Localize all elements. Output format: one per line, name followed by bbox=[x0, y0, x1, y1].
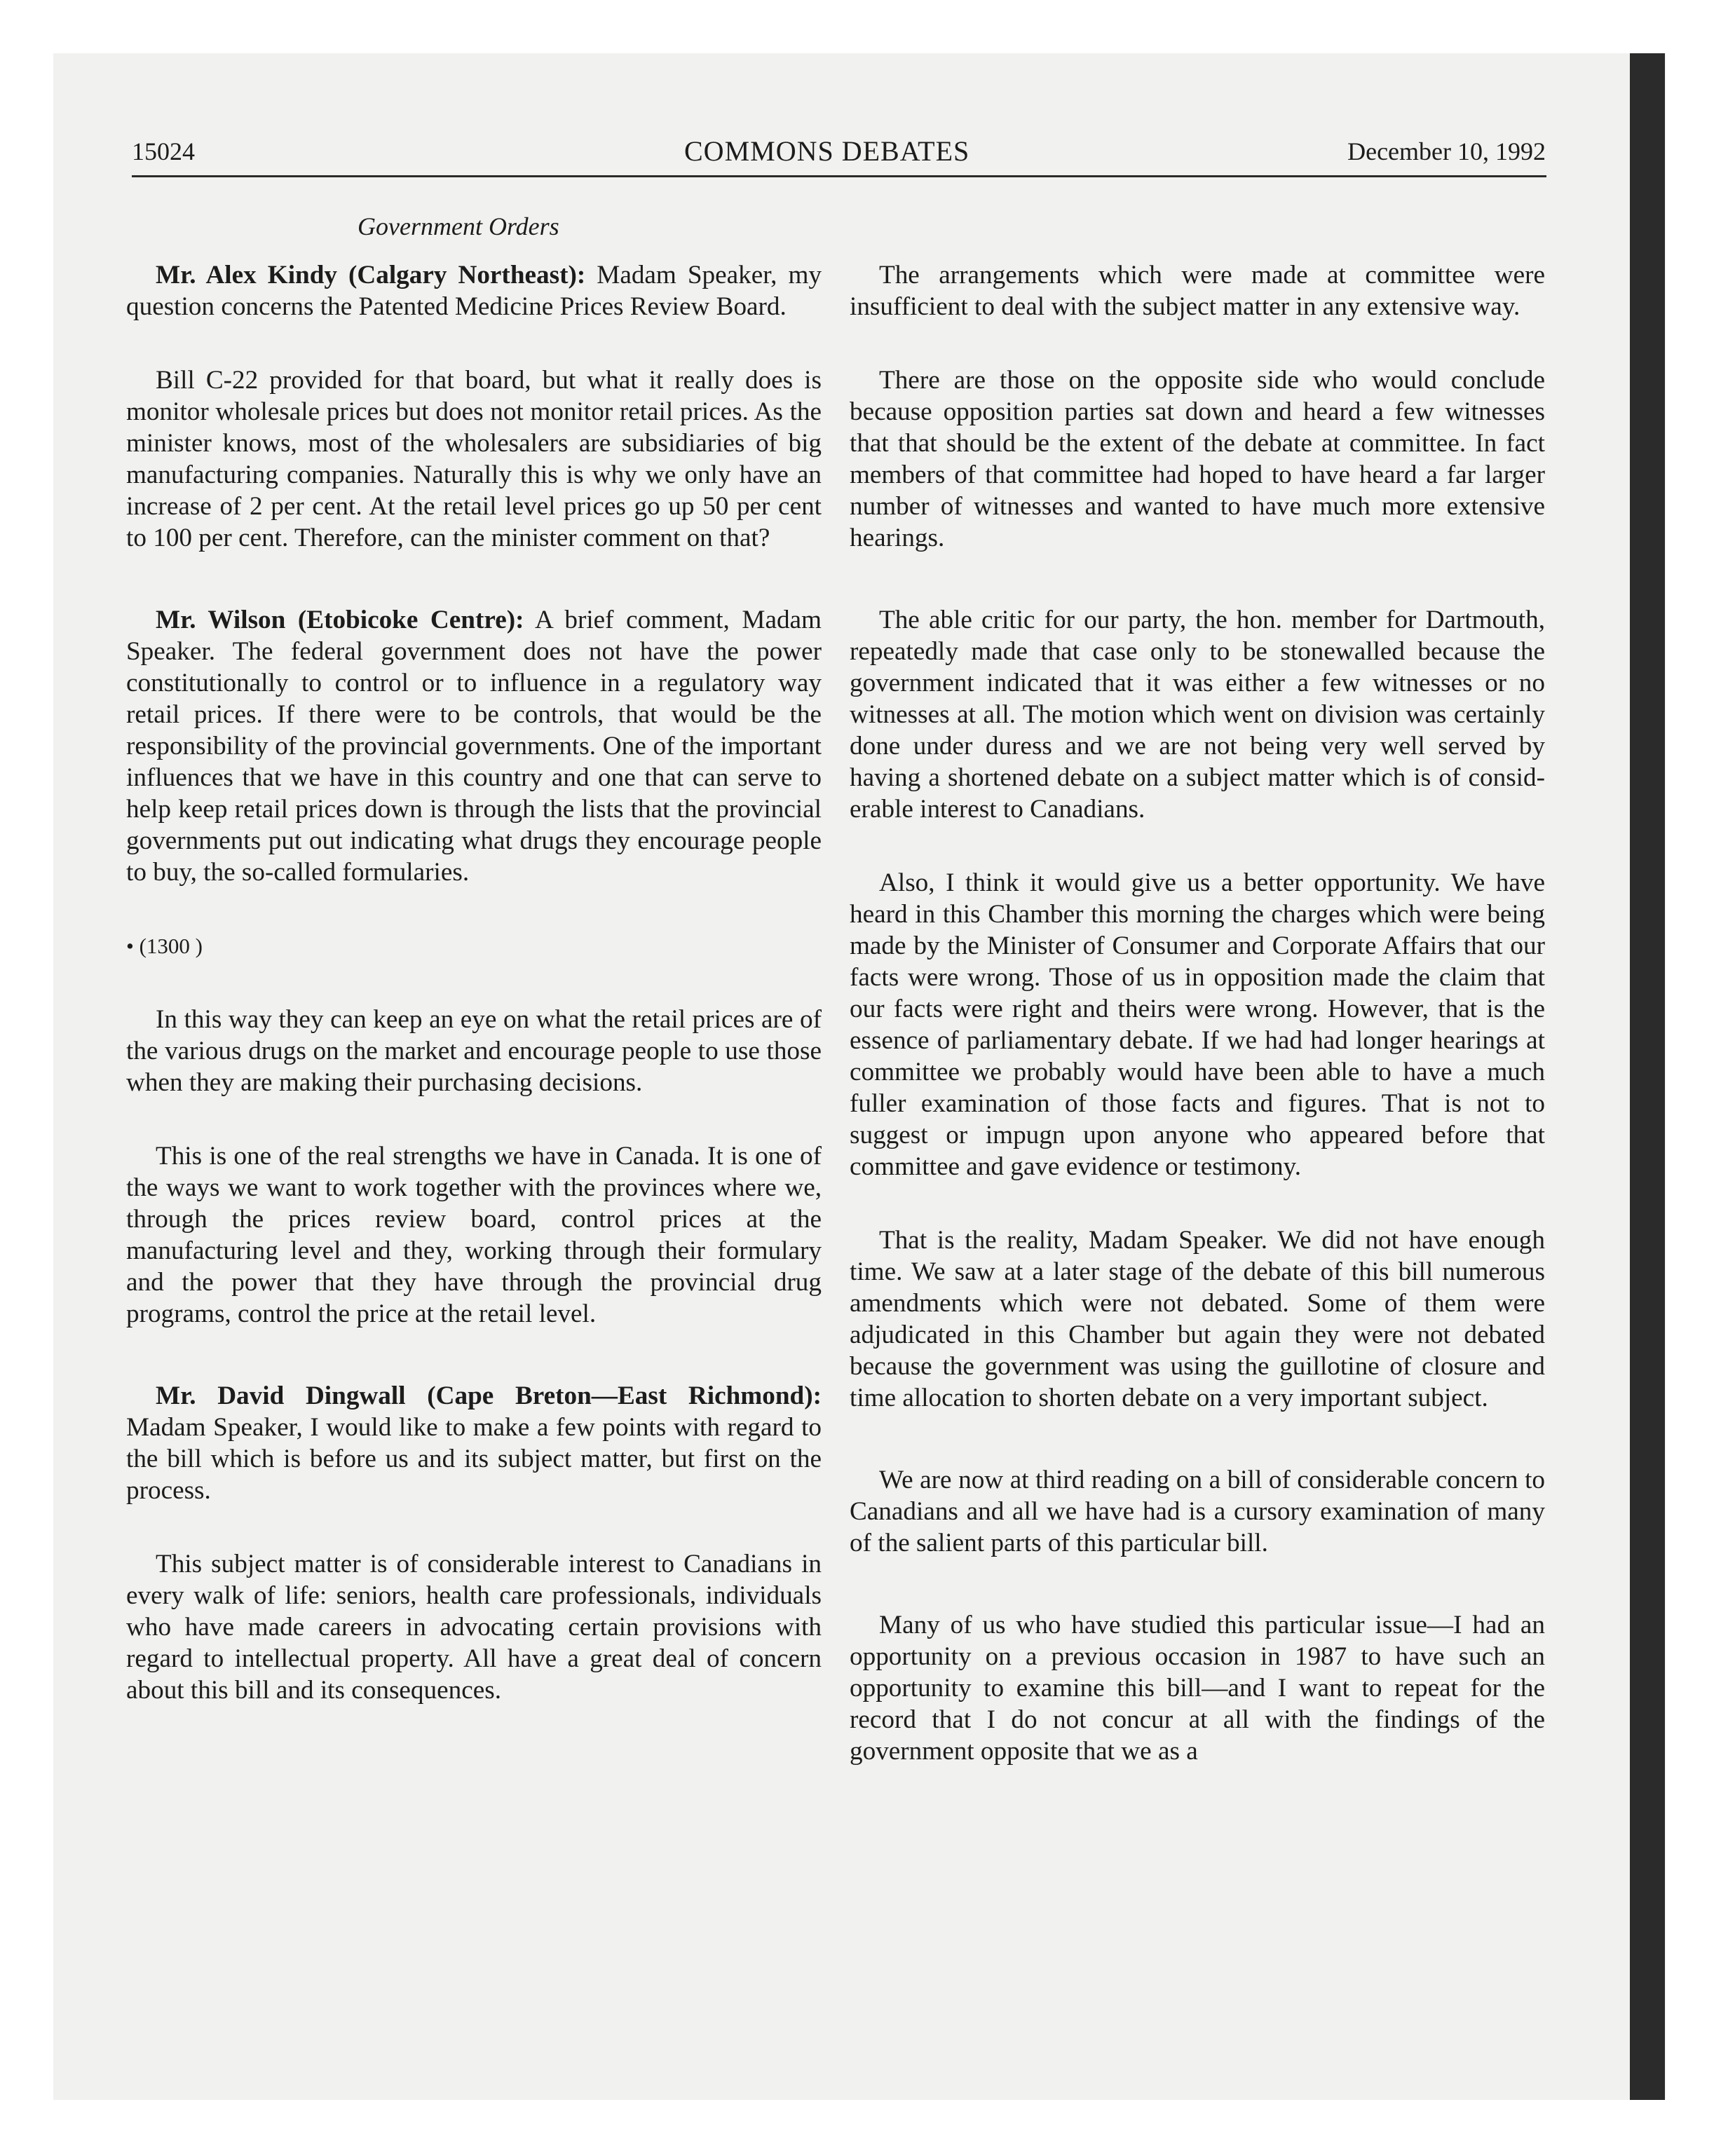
paragraph: We are now at third reading on a bill of considerable concern to Canadians and all we have had is a cursory examination of many of the salient parts of this particular bill. bbox=[850, 1466, 1545, 1557]
header-rule bbox=[132, 175, 1546, 177]
paragraph-text: A brief comment, Madam Speaker. The federal government does not have the power constitutionally to control or to influence in a regulatory way retail prices. If there were to be controls, that would be the responsibility of the provincial governments. One of the important influences that we have in this country and one that can serve to help keep retail prices down is through the lists that the provincial governments put out indicating what drugs they encourage people to buy, the so-called formularies. bbox=[126, 606, 822, 887]
paragraph: Also, I think it would give us a better opportunity. We have heard in this Chamber this morning the charges which were being made by the Minister of Consumer and Corporate Affairs that our facts were wrong. Those of us in opposition made the claim that our facts were right and theirs were wrong. However, that is the essence of parliamentary debate. If we had had longer hearings at committee we probably would have been able to have a much fuller examination of those facts and figures. That is not to suggest or impugn upon anyone who appeared before that committee and gave evidence or testimony. bbox=[850, 868, 1545, 1181]
paragraph bbox=[126, 604, 822, 888]
header-date: December 10, 1992 bbox=[1347, 137, 1546, 165]
paragraph: Many of us who have studied this particular issue—I had an opportunity on a previous occasion in 1987 to have such an opportunity to examine this bill—and I want to repeat for the record that I do not concur at all with the findings of the government opposite that we as a bbox=[850, 1611, 1545, 1766]
speaker-name: Mr. Alex Kindy (Calgary Northeast): bbox=[156, 261, 586, 289]
paragraph: Bill C-22 provided for that board, but what it really does is monitor wholesale prices but does not monitor retail prices. As the minister knows, most of the wholesalers are subsidiaries of big manufacturing companies. Naturally this is why we only have an increase of 2 per cent. At the retail level prices go up 50 per cent to 100 per cent. Therefore, can the minister comment on that? bbox=[126, 366, 822, 552]
paragraph: In this way they can keep an eye on what the retail prices are of the various drugs on the market and encourage people to use those when they are making their purchasing decisions. bbox=[126, 1005, 822, 1097]
paragraph: This is one of the real strengths we have in Canada. It is one of the ways we want to work together with the provinces where we, through the prices review board, control prices at the manufacturing level and they, working through their formulary and the power that they have through the provincial drug programs, control the price at the retail level. bbox=[126, 1142, 822, 1328]
paragraph-text: Madam Speaker, I would like to make a few points with regard to the bill which is before us and its subject matter, but first on the process. bbox=[126, 1413, 822, 1505]
left-column bbox=[126, 259, 822, 1706]
paragraph-text: Madam Speaker, my question concerns the Patented Medicine Prices Review Board. bbox=[126, 261, 822, 321]
paragraph bbox=[126, 1380, 822, 1506]
speaker-name: Mr. David Dingwall (Cape Breton—East Richmond): bbox=[156, 1381, 822, 1410]
time-marker: • (1300 ) bbox=[126, 934, 203, 958]
running-title: COMMONS DEBATES bbox=[684, 135, 970, 167]
section-heading: Government Orders bbox=[358, 212, 559, 240]
paragraph: There are those on the opposite side who would conclude because opposition parties sat down and heard a few witnesses that that should be the extent of the debate at committee. In fact members of that committee had hoped to have heard a far larger number of witnesses and wanted to have much more extensive hearings. bbox=[850, 366, 1545, 552]
page-number: 15024 bbox=[132, 137, 195, 165]
right-column bbox=[850, 259, 1545, 1767]
speaker-name: Mr. Wilson (Etobicoke Centre): bbox=[156, 606, 524, 634]
paragraph: The arrangements which were made at committee were insufficient to deal with the subject matter in any extensive way. bbox=[850, 261, 1545, 321]
paragraph: The able critic for our party, the hon. member for Dartmouth, repeatedly made that case only to be stonewalled because the government indicated that it was either a few witnesses or no witnesses at all. The motion which went on division was certainly done under duress and we are not being very well served by having a shortened debate on a subject matter which is of considerable interest to Canadians. bbox=[850, 606, 1545, 824]
scan-edge-bar bbox=[1630, 53, 1665, 2100]
paragraph bbox=[126, 259, 822, 322]
paragraph: This subject matter is of considerable interest to Canadians in every walk of life: seniors, health care professionals, individuals who have made careers in advocating certain provisions with regard to intellectual property. All have a great deal of concern about this bill and its consequences. bbox=[126, 1550, 822, 1705]
paragraph: That is the reality, Madam Speaker. We did not have enough time. We saw at a later stage of the debate of this bill numerous amendments which were not debated. Some of them were adjudicated in this Chamber but again they were not debated because the government was using the guillotine of closure and time allocation to shorten debate on a very important subject. bbox=[850, 1226, 1545, 1412]
